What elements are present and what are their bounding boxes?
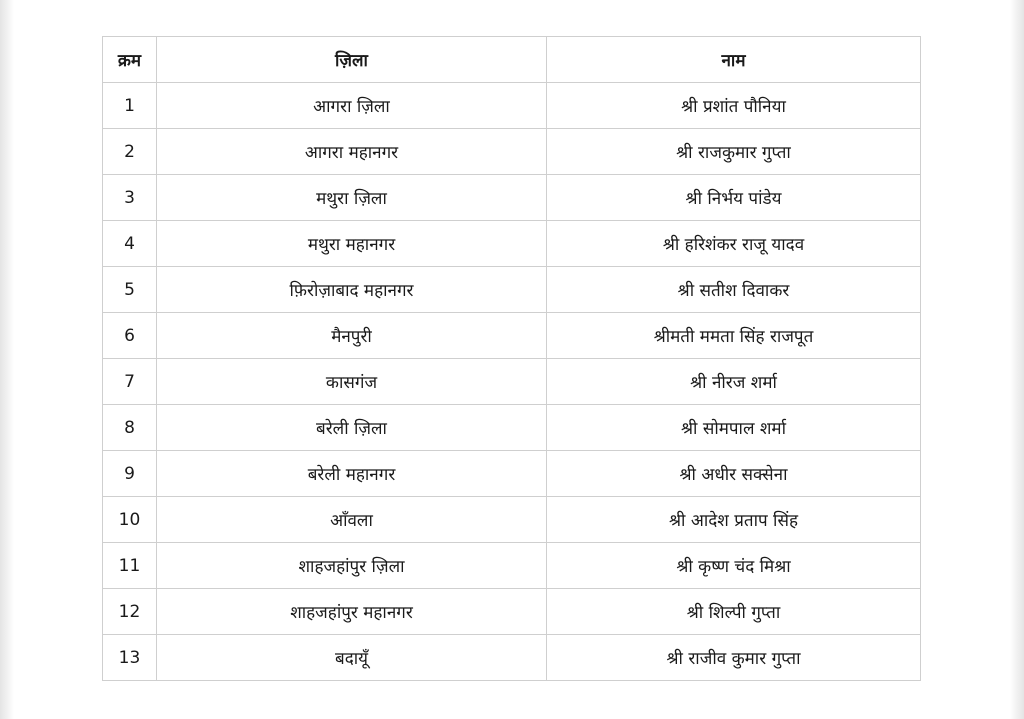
page-edge-shadow-left [0,0,14,719]
header-name: नाम [547,37,921,83]
page-edge-shadow-right [1010,0,1024,719]
cell-serial: 5 [103,267,157,313]
cell-name: श्री हरिशंकर राजू यादव [547,221,921,267]
cell-district: मथुरा ज़िला [157,175,547,221]
table-header [103,37,921,83]
cell-serial: 11 [103,543,157,589]
cell-district: मैनपुरी [157,313,547,359]
cell-name: श्री आदेश प्रताप सिंह [547,497,921,543]
district-appointments-table-container [102,36,920,681]
table-row [103,451,921,497]
cell-name: श्री प्रशांत पौनिया [547,83,921,129]
cell-district: फ़िरोज़ाबाद महानगर [157,267,547,313]
cell-name: श्री निर्भय पांडेय [547,175,921,221]
cell-name: श्री कृष्ण चंद मिश्रा [547,543,921,589]
cell-name: श्री राजकुमार गुप्ता [547,129,921,175]
cell-district: बदायूँ [157,635,547,681]
cell-serial: 3 [103,175,157,221]
cell-name: श्रीमती ममता सिंह राजपूत [547,313,921,359]
table-row [103,129,921,175]
table-row [103,359,921,405]
cell-serial: 6 [103,313,157,359]
cell-district: शाहजहांपुर महानगर [157,589,547,635]
cell-name: श्री सतीश दिवाकर [547,267,921,313]
cell-serial: 7 [103,359,157,405]
table-row [103,635,921,681]
table-row [103,497,921,543]
cell-district: बरेली ज़िला [157,405,547,451]
header-serial: क्रम [103,37,157,83]
table-row [103,83,921,129]
cell-district: आगरा ज़िला [157,83,547,129]
cell-serial: 12 [103,589,157,635]
cell-serial: 8 [103,405,157,451]
cell-name: श्री अधीर सक्सेना [547,451,921,497]
cell-district: मथुरा महानगर [157,221,547,267]
cell-name: श्री सोमपाल शर्मा [547,405,921,451]
table-body [103,83,921,681]
district-appointments-table [102,36,921,681]
cell-district: कासगंज [157,359,547,405]
cell-name: श्री राजीव कुमार गुप्ता [547,635,921,681]
table-row [103,543,921,589]
table-row [103,313,921,359]
cell-district: बरेली महानगर [157,451,547,497]
table-row [103,267,921,313]
table-row [103,221,921,267]
cell-serial: 1 [103,83,157,129]
cell-serial: 13 [103,635,157,681]
cell-serial: 10 [103,497,157,543]
cell-district: शाहजहांपुर ज़िला [157,543,547,589]
header-district: ज़िला [157,37,547,83]
table-row [103,405,921,451]
cell-name: श्री शिल्पी गुप्ता [547,589,921,635]
table-row [103,589,921,635]
cell-serial: 2 [103,129,157,175]
table-row [103,175,921,221]
cell-serial: 9 [103,451,157,497]
cell-district: आगरा महानगर [157,129,547,175]
cell-name: श्री नीरज शर्मा [547,359,921,405]
cell-district: आँवला [157,497,547,543]
table-header-row [103,37,921,83]
cell-serial: 4 [103,221,157,267]
